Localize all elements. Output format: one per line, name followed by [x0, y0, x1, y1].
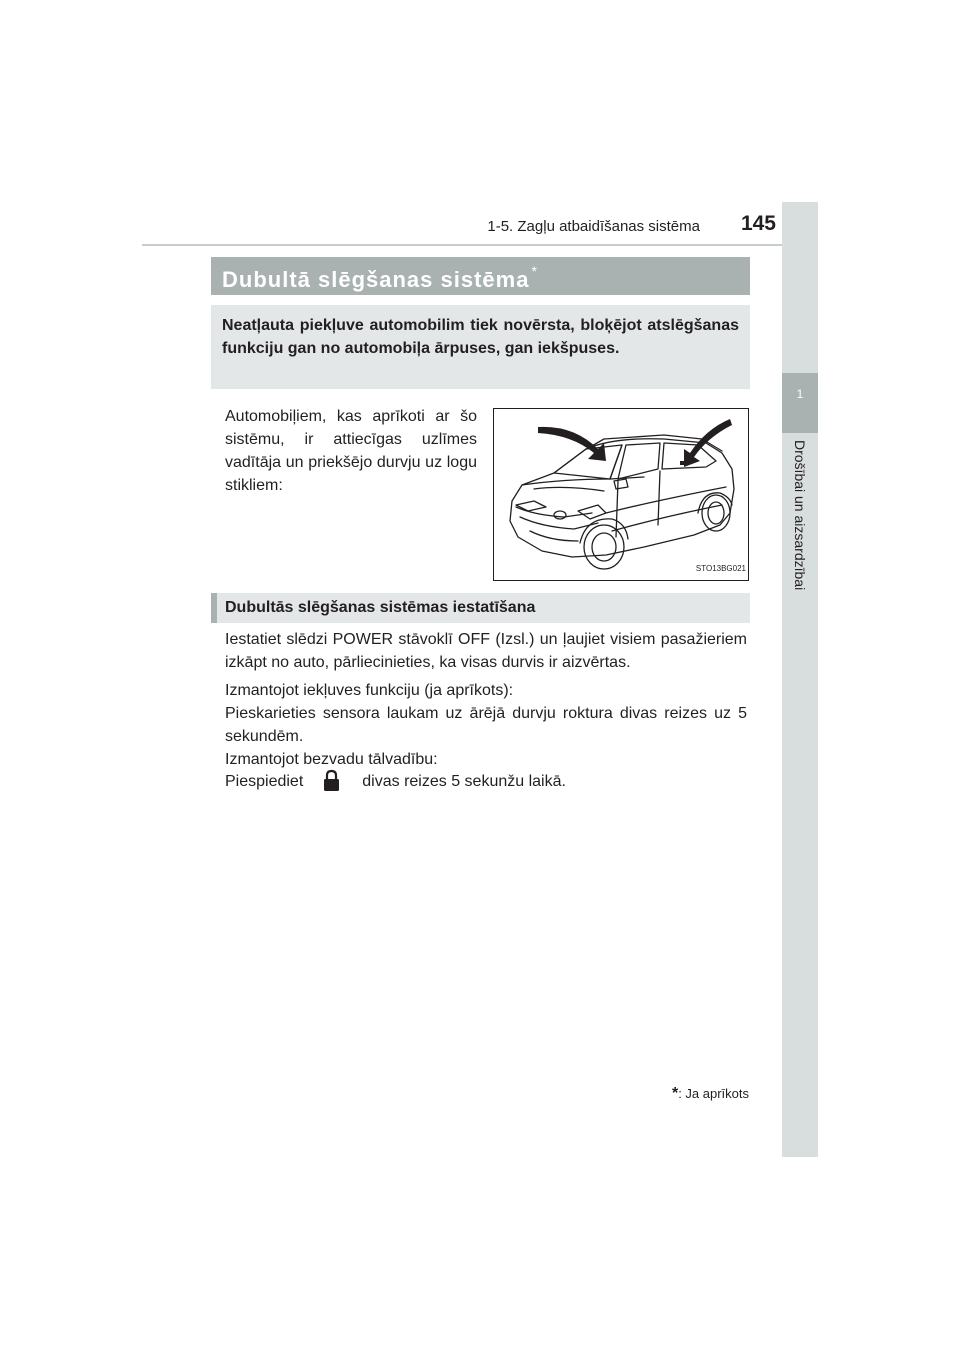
step-3-text [225, 769, 747, 793]
chapter-side-strip [782, 202, 818, 1157]
chapter-tab [782, 373, 818, 433]
subheading-title: Dubultās slēgšanas sistēmas iestatīšana [225, 599, 536, 616]
step-1-text: Iestatiet slēdzi POWER stāvoklī OFF (Izsl.) un ļaujiet visiem pasažieriem izkāpt no auto, pārliecinieties, ka visas durvis ir aizvērtas. [225, 631, 747, 671]
footnote [610, 1085, 749, 1103]
chapter-title-vertical [784, 440, 816, 640]
section-title-label: Dubultā slēgšanas sistēma [222, 267, 530, 292]
header-divider [142, 244, 818, 246]
footnote-text: : Ja aprīkots [678, 1086, 749, 1101]
subheading-accent [211, 593, 217, 623]
lock-icon [323, 769, 340, 792]
page-number: 145 [740, 212, 776, 235]
step-3-after: divas reizes 5 sekunžu laikā. [362, 773, 566, 790]
section-title [222, 263, 538, 293]
car-illustration [493, 408, 749, 581]
chapter-number: 1 [796, 387, 804, 401]
chapter-title: Drošībai un aizsardzībai [792, 440, 808, 591]
step-2-entry-instruction: Pieskarieties sensora laukam uz ārējā durvju roktura divas reizes uz 5 sekundēm. [225, 705, 747, 745]
step-2-entry-heading: Izmantojot iekļuves funkciju (ja aprīkots): [225, 682, 514, 699]
footnote-marker: * [671, 1085, 679, 1102]
step-3-before: Piespiediet [225, 773, 304, 790]
step-2-remote-heading: Izmantojot bezvadu tālvadību: [225, 751, 438, 768]
optional-equipment-marker: * [531, 263, 538, 279]
figure-code: STO13BG021 [695, 564, 746, 573]
intro-text: Neatļauta piekļuve automobilim tiek novērsta, bloķējot atslēgšanas funkciju gan no automobiļa ārpuses, gan iekšpuses. [222, 317, 739, 357]
section-header: 1-5. Zagļu atbaidīšanas sistēma [487, 218, 700, 235]
body-paragraph: Automobiļiem, kas aprīkoti ar šo sistēmu, ir attiecīgas uzlīmes vadītāja un priekšējo durvju uz logu stikliem: [225, 408, 477, 494]
step-2-block [225, 679, 747, 771]
car-with-window-stickers-icon [494, 409, 748, 580]
